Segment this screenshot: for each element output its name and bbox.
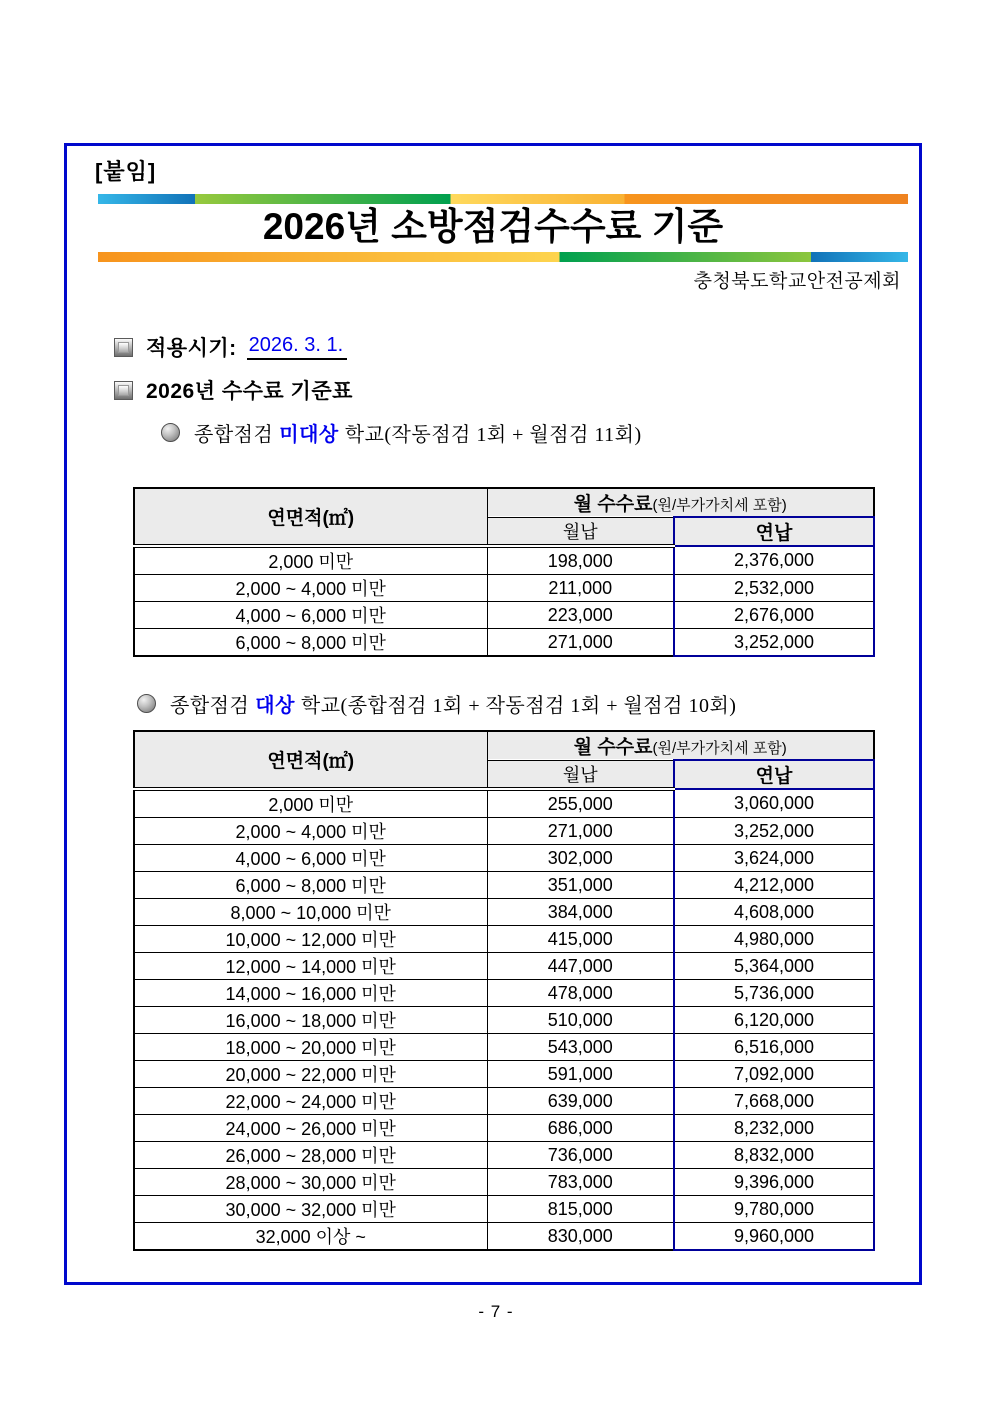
cell-monthly: 736,000: [487, 1142, 674, 1169]
cell-monthly: 255,000: [487, 789, 674, 818]
cell-area: 2,000 미만: [134, 546, 487, 575]
column-header-fee: [487, 488, 874, 517]
cell-area: 10,000 ~ 12,000 미만: [134, 926, 487, 953]
fee-header-main: 월 수수료: [573, 737, 653, 758]
section-title-highlight: 미대상: [279, 424, 339, 446]
cell-area: 22,000 ~ 24,000 미만: [134, 1088, 487, 1115]
cell-yearly: 2,532,000: [674, 575, 874, 602]
cell-monthly: 510,000: [487, 1007, 674, 1034]
cell-yearly: 7,668,000: [674, 1088, 874, 1115]
section-title-highlight: 대상: [255, 695, 295, 717]
cell-area: 32,000 이상 ~: [134, 1223, 487, 1251]
cell-yearly: 2,676,000: [674, 602, 874, 629]
table-header-row: [134, 731, 874, 760]
table-row: [134, 980, 874, 1007]
cell-monthly: 815,000: [487, 1196, 674, 1223]
fee-table-heading: 2026년 수수료 기준표: [146, 380, 353, 403]
square-bullet-icon: [114, 381, 133, 400]
table-row: [134, 789, 874, 818]
cell-yearly: 3,624,000: [674, 845, 874, 872]
cell-area: 30,000 ~ 32,000 미만: [134, 1196, 487, 1223]
fee-header-note: (원/부가가치세 포함): [652, 740, 787, 757]
cell-area: 24,000 ~ 26,000 미만: [134, 1115, 487, 1142]
cell-area: 2,000 ~ 4,000 미만: [134, 818, 487, 845]
table-row: [134, 899, 874, 926]
cell-area: 2,000 ~ 4,000 미만: [134, 575, 487, 602]
organization-name: 충청북도학교안전공제회: [693, 271, 901, 292]
cell-area: 6,000 ~ 8,000 미만: [134, 629, 487, 657]
cell-monthly: 639,000: [487, 1088, 674, 1115]
cell-area: 4,000 ~ 6,000 미만: [134, 845, 487, 872]
cell-yearly: 4,212,000: [674, 872, 874, 899]
table-row: [134, 1169, 874, 1196]
section-title-prefix: 종합점검: [194, 424, 274, 446]
table-row: [134, 953, 874, 980]
cell-monthly: 271,000: [487, 818, 674, 845]
table-row: [134, 629, 874, 657]
column-header-yearly: 연납: [674, 760, 874, 789]
section-title-non-target: [161, 418, 642, 447]
cell-yearly: 8,832,000: [674, 1142, 874, 1169]
section-title-prefix: 종합점검: [170, 695, 250, 717]
table-row: [134, 1061, 874, 1088]
cell-area: 6,000 ~ 8,000 미만: [134, 872, 487, 899]
table-row: [134, 575, 874, 602]
column-header-monthly: 월납: [487, 517, 674, 546]
column-header-yearly: 연납: [674, 517, 874, 546]
cell-monthly: 223,000: [487, 602, 674, 629]
cell-monthly: 198,000: [487, 546, 674, 575]
square-bullet-icon: [114, 338, 133, 357]
cell-yearly: 7,092,000: [674, 1061, 874, 1088]
cell-yearly: 6,516,000: [674, 1034, 874, 1061]
circle-bullet-icon: [161, 423, 180, 442]
table-row: [134, 1088, 874, 1115]
cell-yearly: 9,960,000: [674, 1223, 874, 1251]
fee-header-main: 월 수수료: [573, 494, 653, 515]
cell-area: 28,000 ~ 30,000 미만: [134, 1169, 487, 1196]
cell-area: 16,000 ~ 18,000 미만: [134, 1007, 487, 1034]
table-row: [134, 1007, 874, 1034]
column-header-fee: [487, 731, 874, 760]
title-gradient-bar-bottom: [98, 252, 908, 262]
cell-yearly: 2,376,000: [674, 546, 874, 575]
title-gradient-bar-top: [98, 194, 908, 204]
cell-monthly: 351,000: [487, 872, 674, 899]
document-frame: [64, 143, 922, 1285]
apply-date-row: [114, 332, 347, 362]
cell-monthly: 478,000: [487, 980, 674, 1007]
section-title-target: [137, 689, 736, 718]
page-title: 2026년 소방점검수수료 기준: [262, 206, 724, 247]
cell-monthly: 211,000: [487, 575, 674, 602]
table-row: [134, 845, 874, 872]
cell-area: 20,000 ~ 22,000 미만: [134, 1061, 487, 1088]
table-row: [134, 602, 874, 629]
table-row: [134, 872, 874, 899]
cell-yearly: 3,252,000: [674, 818, 874, 845]
column-header-monthly: 월납: [487, 760, 674, 789]
page-number: - 7 -: [478, 1302, 514, 1321]
table-row: [134, 1142, 874, 1169]
section-title-suffix: 학교(종합점검 1회 + 작동점검 1회 + 월점검 10회): [300, 695, 737, 717]
cell-yearly: 9,780,000: [674, 1196, 874, 1223]
table-row: [134, 1196, 874, 1223]
cell-yearly: 5,736,000: [674, 980, 874, 1007]
cell-area: 2,000 미만: [134, 789, 487, 818]
cell-area: 26,000 ~ 28,000 미만: [134, 1142, 487, 1169]
cell-yearly: 9,396,000: [674, 1169, 874, 1196]
cell-monthly: 830,000: [487, 1223, 674, 1251]
cell-monthly: 302,000: [487, 845, 674, 872]
cell-monthly: 543,000: [487, 1034, 674, 1061]
fee-table-non-target: [133, 487, 875, 657]
cell-yearly: 8,232,000: [674, 1115, 874, 1142]
cell-yearly: 4,980,000: [674, 926, 874, 953]
cell-monthly: 783,000: [487, 1169, 674, 1196]
table-row: [134, 546, 874, 575]
cell-monthly: 591,000: [487, 1061, 674, 1088]
apply-date-value: 2026. 3. 1.: [247, 334, 348, 360]
apply-date-label: 적용시기:: [146, 337, 237, 360]
table-row: [134, 818, 874, 845]
fee-header-note: (원/부가가치세 포함): [652, 497, 787, 514]
table-header-row: [134, 488, 874, 517]
cell-monthly: 271,000: [487, 629, 674, 657]
cell-yearly: 6,120,000: [674, 1007, 874, 1034]
cell-area: 18,000 ~ 20,000 미만: [134, 1034, 487, 1061]
cell-area: 14,000 ~ 16,000 미만: [134, 980, 487, 1007]
fee-table-heading-row: [114, 375, 353, 405]
cell-area: 8,000 ~ 10,000 미만: [134, 899, 487, 926]
fee-table-target: [133, 730, 875, 1251]
cell-area: 12,000 ~ 14,000 미만: [134, 953, 487, 980]
column-header-area: 연면적(㎡): [134, 731, 487, 789]
column-header-area: 연면적(㎡): [134, 488, 487, 546]
cell-monthly: 686,000: [487, 1115, 674, 1142]
cell-yearly: 4,608,000: [674, 899, 874, 926]
cell-monthly: 384,000: [487, 899, 674, 926]
table-row: [134, 1115, 874, 1142]
cell-area: 4,000 ~ 6,000 미만: [134, 602, 487, 629]
circle-bullet-icon: [137, 694, 156, 713]
cell-yearly: 3,252,000: [674, 629, 874, 657]
table-row: [134, 1034, 874, 1061]
table-row: [134, 926, 874, 953]
cell-yearly: 3,060,000: [674, 789, 874, 818]
cell-monthly: 447,000: [487, 953, 674, 980]
section-title-suffix: 학교(작동점검 1회 + 월점검 11회): [344, 424, 642, 446]
cell-yearly: 5,364,000: [674, 953, 874, 980]
cell-monthly: 415,000: [487, 926, 674, 953]
attachment-label: [붙임]: [95, 159, 157, 184]
table-row: [134, 1223, 874, 1251]
